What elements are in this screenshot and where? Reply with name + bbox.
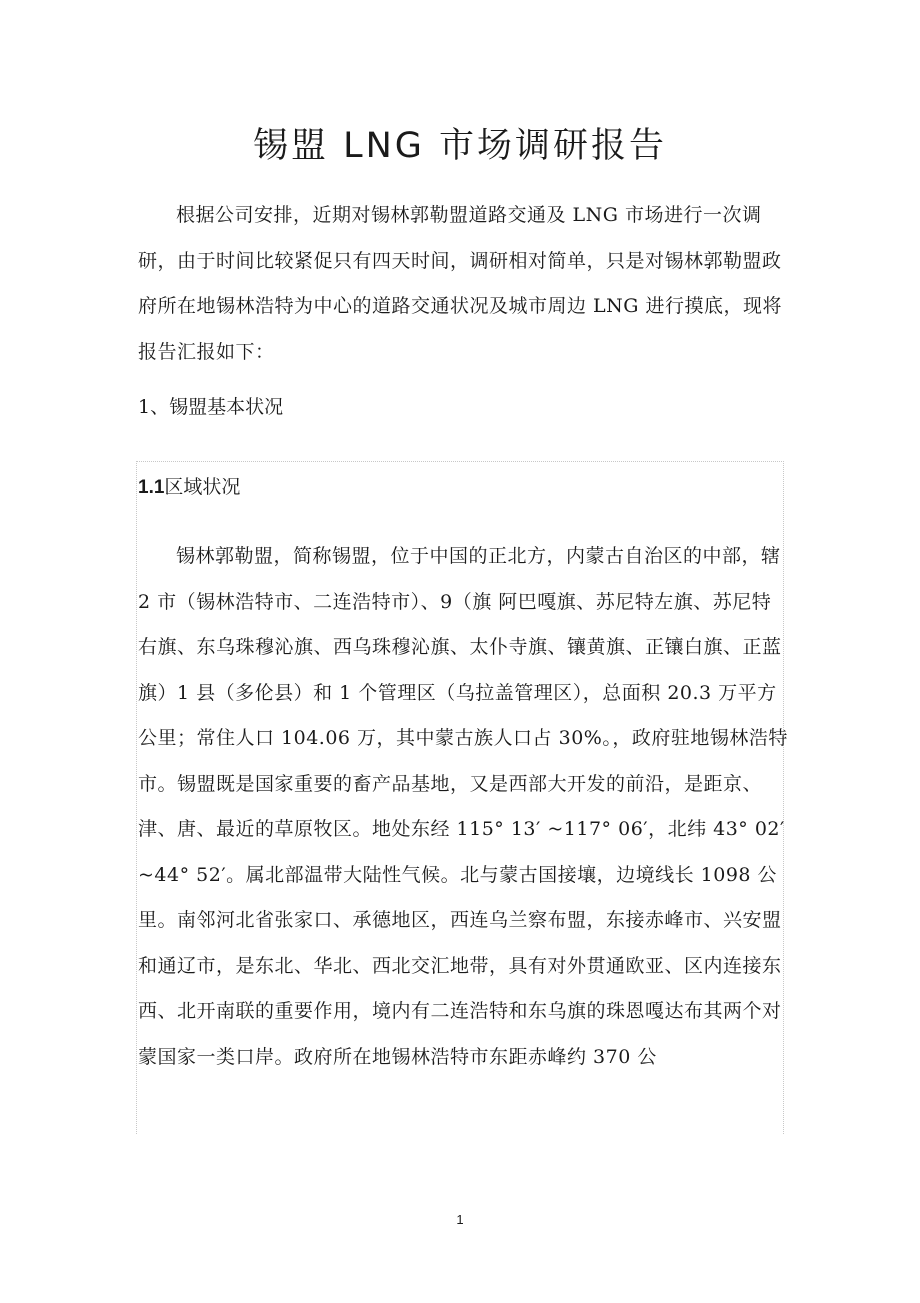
document-title: 锡盟 LNG 市场调研报告 xyxy=(252,126,668,166)
intro-paragraph: 根据公司安排，近期对锡林郭勒盟道路交通及 LNG 市场进行一次调研，由于时间比较紧促只有四天时间，调研相对简单，只是对锡林郭勒盟政府所在地锡林浩特为中心的道路交通状况及城市周边 LNG 进行摸底，现将报告汇报如下： xyxy=(138,204,783,363)
page-number: 1 xyxy=(456,1212,464,1227)
subsection-title: 区域状况 xyxy=(164,476,241,498)
subsection-heading xyxy=(138,472,240,499)
region-paragraph: 锡林郭勒盟，简称锡盟，位于中国的正北方，内蒙古自治区的中部，辖 2 市（锡林浩特市、二连浩特市）、9（旗 阿巴嘎旗、苏尼特左旗、苏尼特右旗、东乌珠穆沁旗、西乌珠穆沁旗、太仆寺旗、镶黄旗、正镶白旗、正蓝旗）1 县（多伦县）和 1 个管理区（乌拉盖管理区），总面积 20.3 万平方公里；常住人口 104.06 万，其中蒙古族人口占 30%。，政府驻地锡林浩特市。锡盟既是国家重要的畜产品基地，又是西部大开发的前沿，是距京、津、唐、最近的草原牧区。地处东经 115° 13′ ~117° 06′，北纬 43° 02′ ~44° 52′。属北部温带大陆性气候。北与蒙古国接壤，边境线长 1098 公里。南邻河北省张家口、承德地区，西连乌兰察布盟，东接赤峰市、兴安盟和通辽市，是东北、华北、西北交汇地带，具有对外贯通欧亚、区内连接东西、北开南联的重要作用，境内有二连浩特和东乌旗的珠恩嘎达布其两个对蒙国家一类口岸。政府所在地锡林浩特市东距赤峰约 370 公 xyxy=(138,545,788,1068)
section-heading: 1、锡盟基本状况 xyxy=(138,396,284,418)
subsection-number: 1.1 xyxy=(138,477,165,498)
